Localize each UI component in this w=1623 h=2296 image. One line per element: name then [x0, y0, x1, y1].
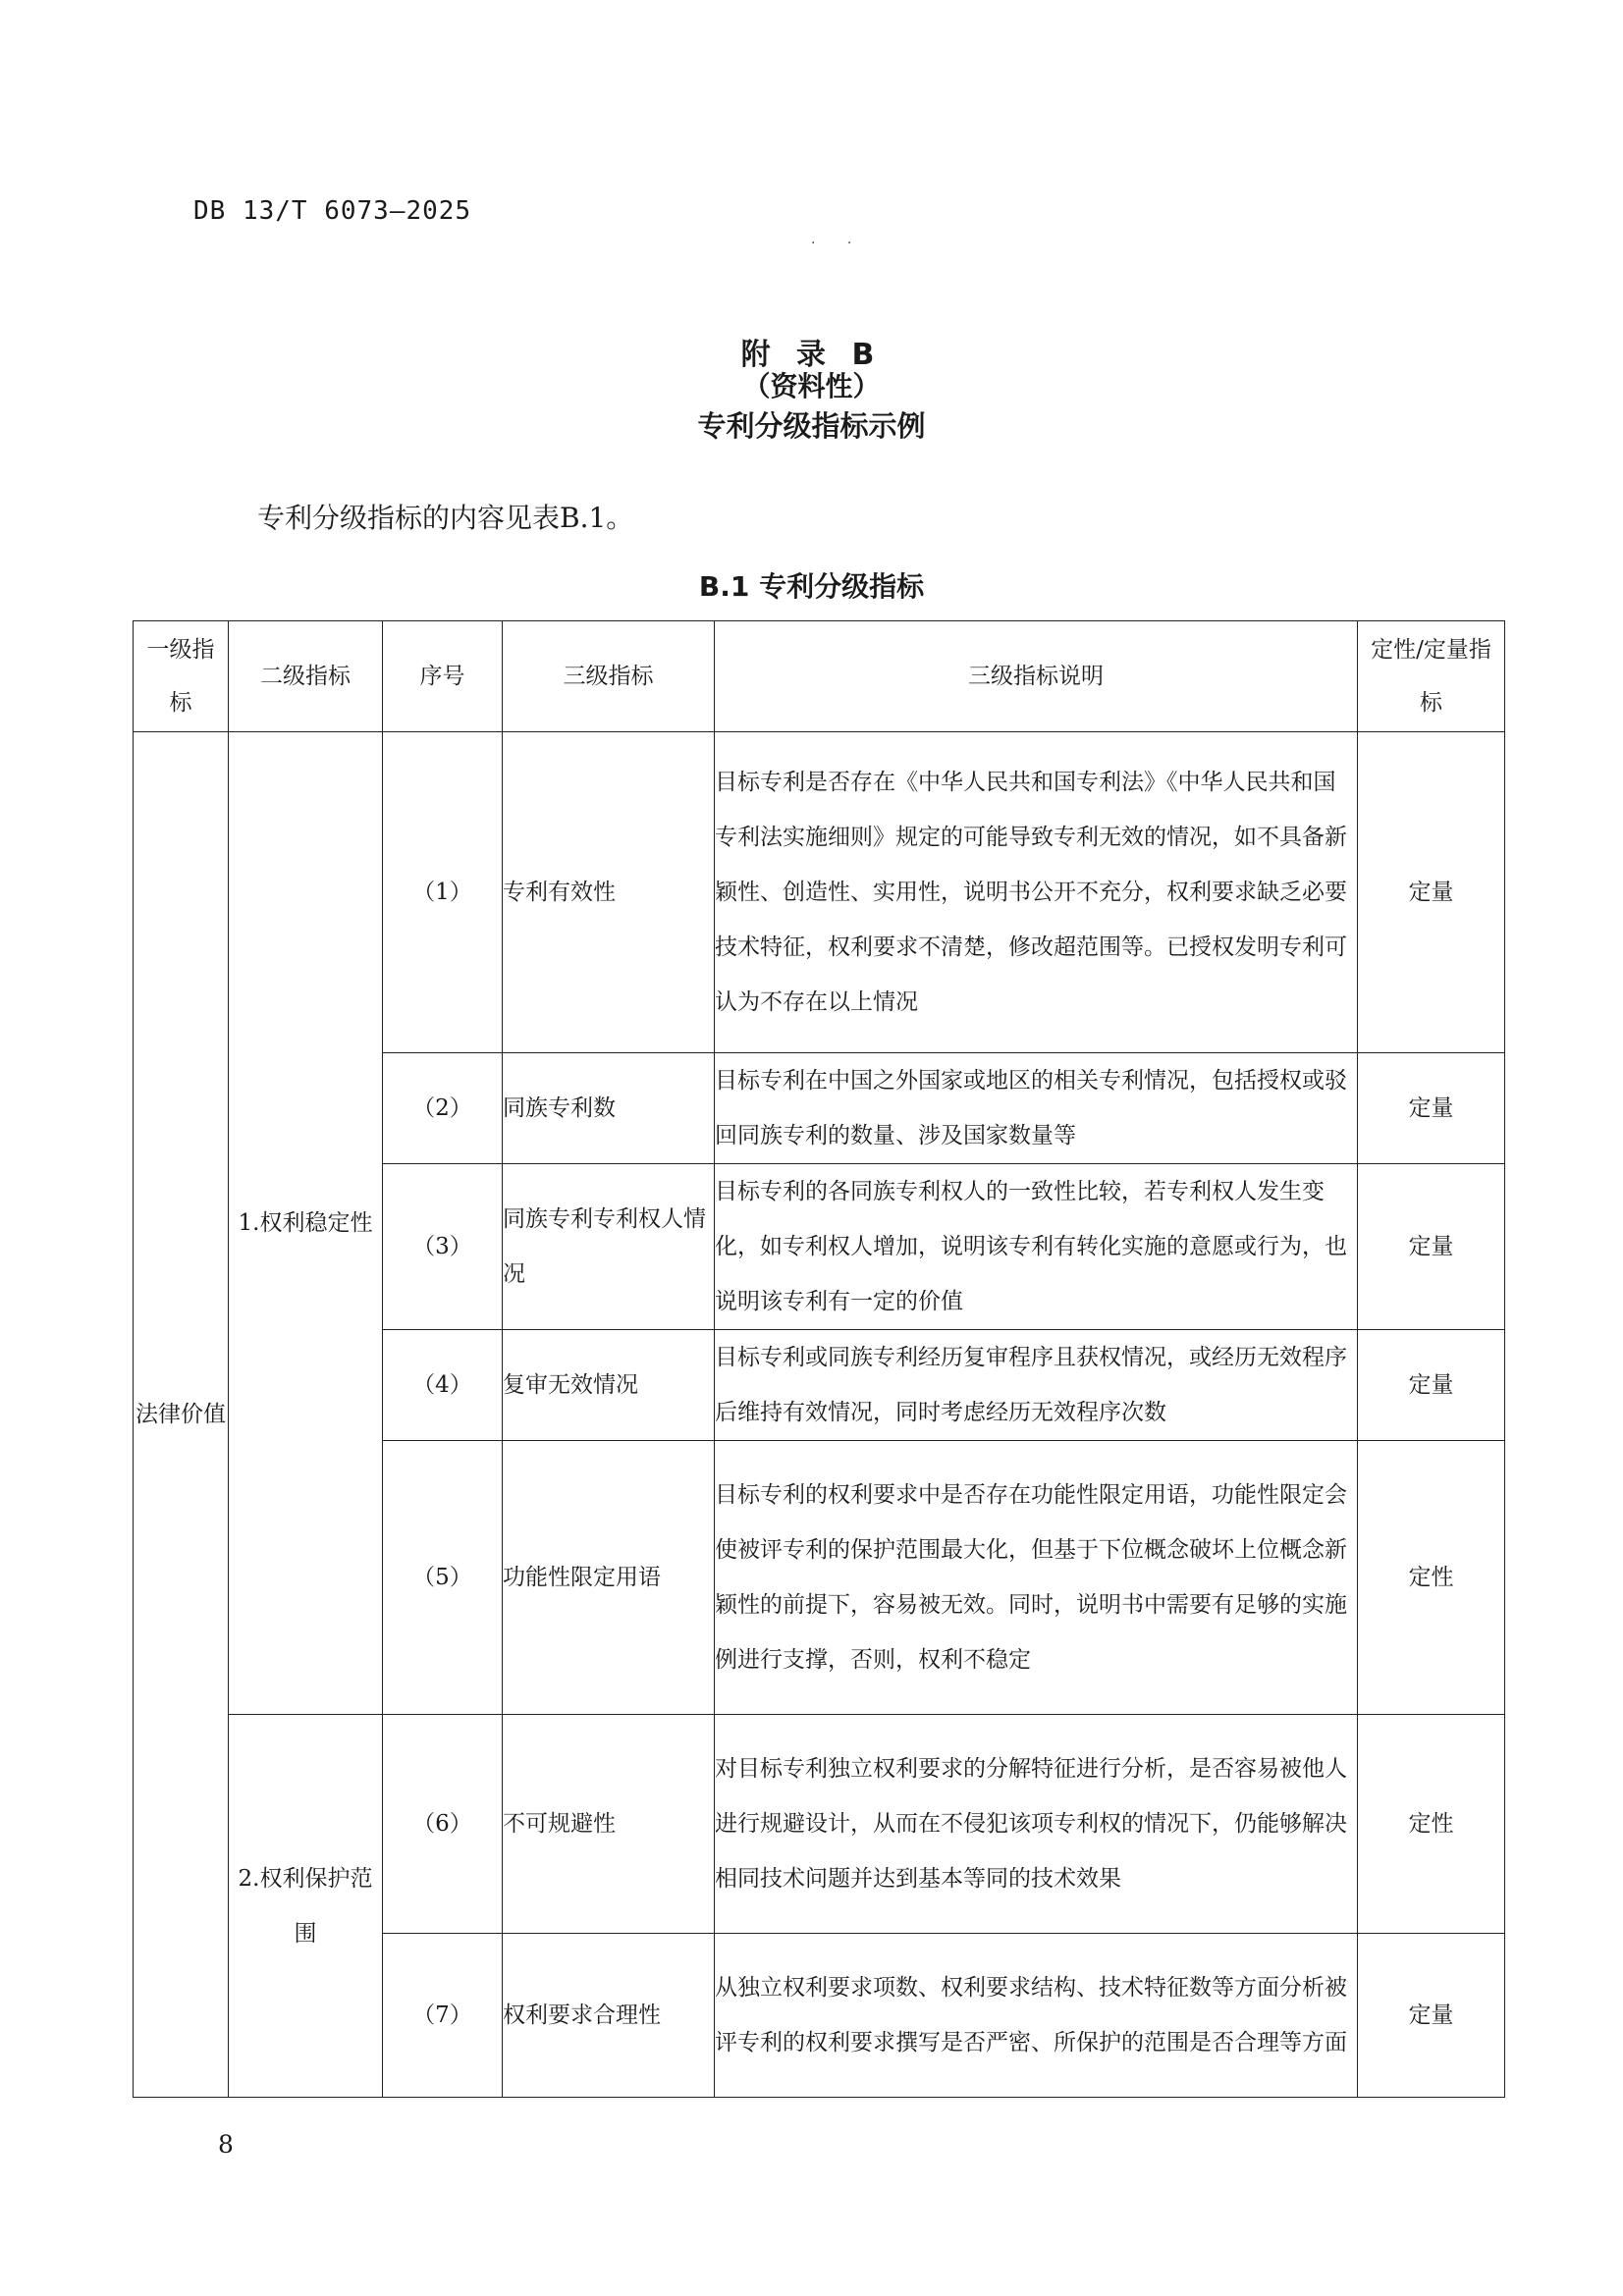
desc-cell: 目标专利的各同族专利权人的一致性比较，若专利权人发生变化，如专利权人增加，说明该专利有转化实施的意愿或行为，也说明该专利有一定的价值 — [715, 1164, 1358, 1330]
level3-cell: 同族专利数 — [503, 1053, 715, 1164]
level3-cell: 专利有效性 — [503, 732, 715, 1053]
desc-cell: 目标专利是否存在《中华人民共和国专利法》《中华人民共和国专利法实施细则》规定的可能导致专利无效的情况，如不具备新颖性、创造性、实用性，说明书公开不充分，权利要求缺乏必要技术特征，权利要求不清楚，修改超范围等。已授权发明专利可认为不存在以上情况 — [715, 732, 1358, 1053]
level1-cell: 法律价值 — [134, 732, 229, 2098]
level3-cell: 权利要求合理性 — [503, 1934, 715, 2098]
seq-cell: （3） — [383, 1164, 503, 1330]
seq-cell: （7） — [383, 1934, 503, 2098]
intro-paragraph: 专利分级指标的内容见表B.1。 — [257, 502, 634, 534]
level2-cell: 2.权利保护范围 — [229, 1715, 383, 2098]
desc-cell: 目标专利在中国之外国家或地区的相关专利情况，包括授权或驳回同族专利的数量、涉及国家数量等 — [715, 1053, 1358, 1164]
header-level1: 一级指标 — [134, 621, 229, 732]
level3-cell: 不可规避性 — [503, 1715, 715, 1934]
table-row — [134, 1715, 1505, 1934]
type-cell: 定量 — [1358, 1053, 1505, 1164]
level3-cell: 同族专利专利权人情况 — [503, 1164, 715, 1330]
appendix-title: 附 录 B — [740, 338, 883, 372]
table-row — [134, 732, 1505, 1053]
header-level3: 三级指标 — [503, 621, 715, 732]
table-header-row — [134, 621, 1505, 732]
type-cell: 定量 — [1358, 732, 1505, 1053]
seq-cell: （1） — [383, 732, 503, 1053]
type-cell: 定量 — [1358, 1934, 1505, 2098]
appendix-name: 专利分级指标示例 — [697, 409, 926, 443]
desc-cell: 从独立权利要求项数、权利要求结构、技术特征数等方面分析被评专利的权利要求撰写是否严密、所保护的范围是否合理等方面 — [715, 1934, 1358, 2098]
type-cell: 定性 — [1358, 1715, 1505, 1934]
patent-grading-table — [133, 620, 1505, 2098]
header-desc: 三级指标说明 — [715, 621, 1358, 732]
seq-cell: （2） — [383, 1053, 503, 1164]
level3-cell: 复审无效情况 — [503, 1330, 715, 1441]
header-type: 定性/定量指标 — [1358, 621, 1505, 732]
seq-cell: （6） — [383, 1715, 503, 1934]
standard-code: DB 13/T 6073—2025 — [193, 196, 472, 226]
type-cell: 定量 — [1358, 1164, 1505, 1330]
desc-cell: 目标专利或同族专利经历复审程序且获权情况，或经历无效程序后维持有效情况，同时考虑经历无效程序次数 — [715, 1330, 1358, 1441]
desc-cell: 对目标专利独立权利要求的分解特征进行分析，是否容易被他人进行规避设计，从而在不侵犯该项专利权的情况下，仍能够解决相同技术问题并达到基本等同的技术效果 — [715, 1715, 1358, 1934]
seq-cell: （4） — [383, 1330, 503, 1441]
header-level2: 二级指标 — [229, 621, 383, 732]
level3-cell: 功能性限定用语 — [503, 1441, 715, 1715]
appendix-nature: （资料性） — [742, 370, 881, 402]
page-number: 8 — [218, 2130, 234, 2159]
header-seq: 序号 — [383, 621, 503, 732]
level2-cell: 1.权利稳定性 — [229, 732, 383, 1715]
decorative-dots: · · — [811, 236, 866, 251]
type-cell: 定性 — [1358, 1441, 1505, 1715]
type-cell: 定量 — [1358, 1330, 1505, 1441]
seq-cell: （5） — [383, 1441, 503, 1715]
table-title: B.1 专利分级指标 — [698, 570, 925, 603]
desc-cell: 目标专利的权利要求中是否存在功能性限定用语，功能性限定会使被评专利的保护范围最大化，但基于下位概念破坏上位概念新颖性的前提下，容易被无效。同时，说明书中需要有足够的实施例进行支撑，否则，权利不稳定 — [715, 1441, 1358, 1715]
